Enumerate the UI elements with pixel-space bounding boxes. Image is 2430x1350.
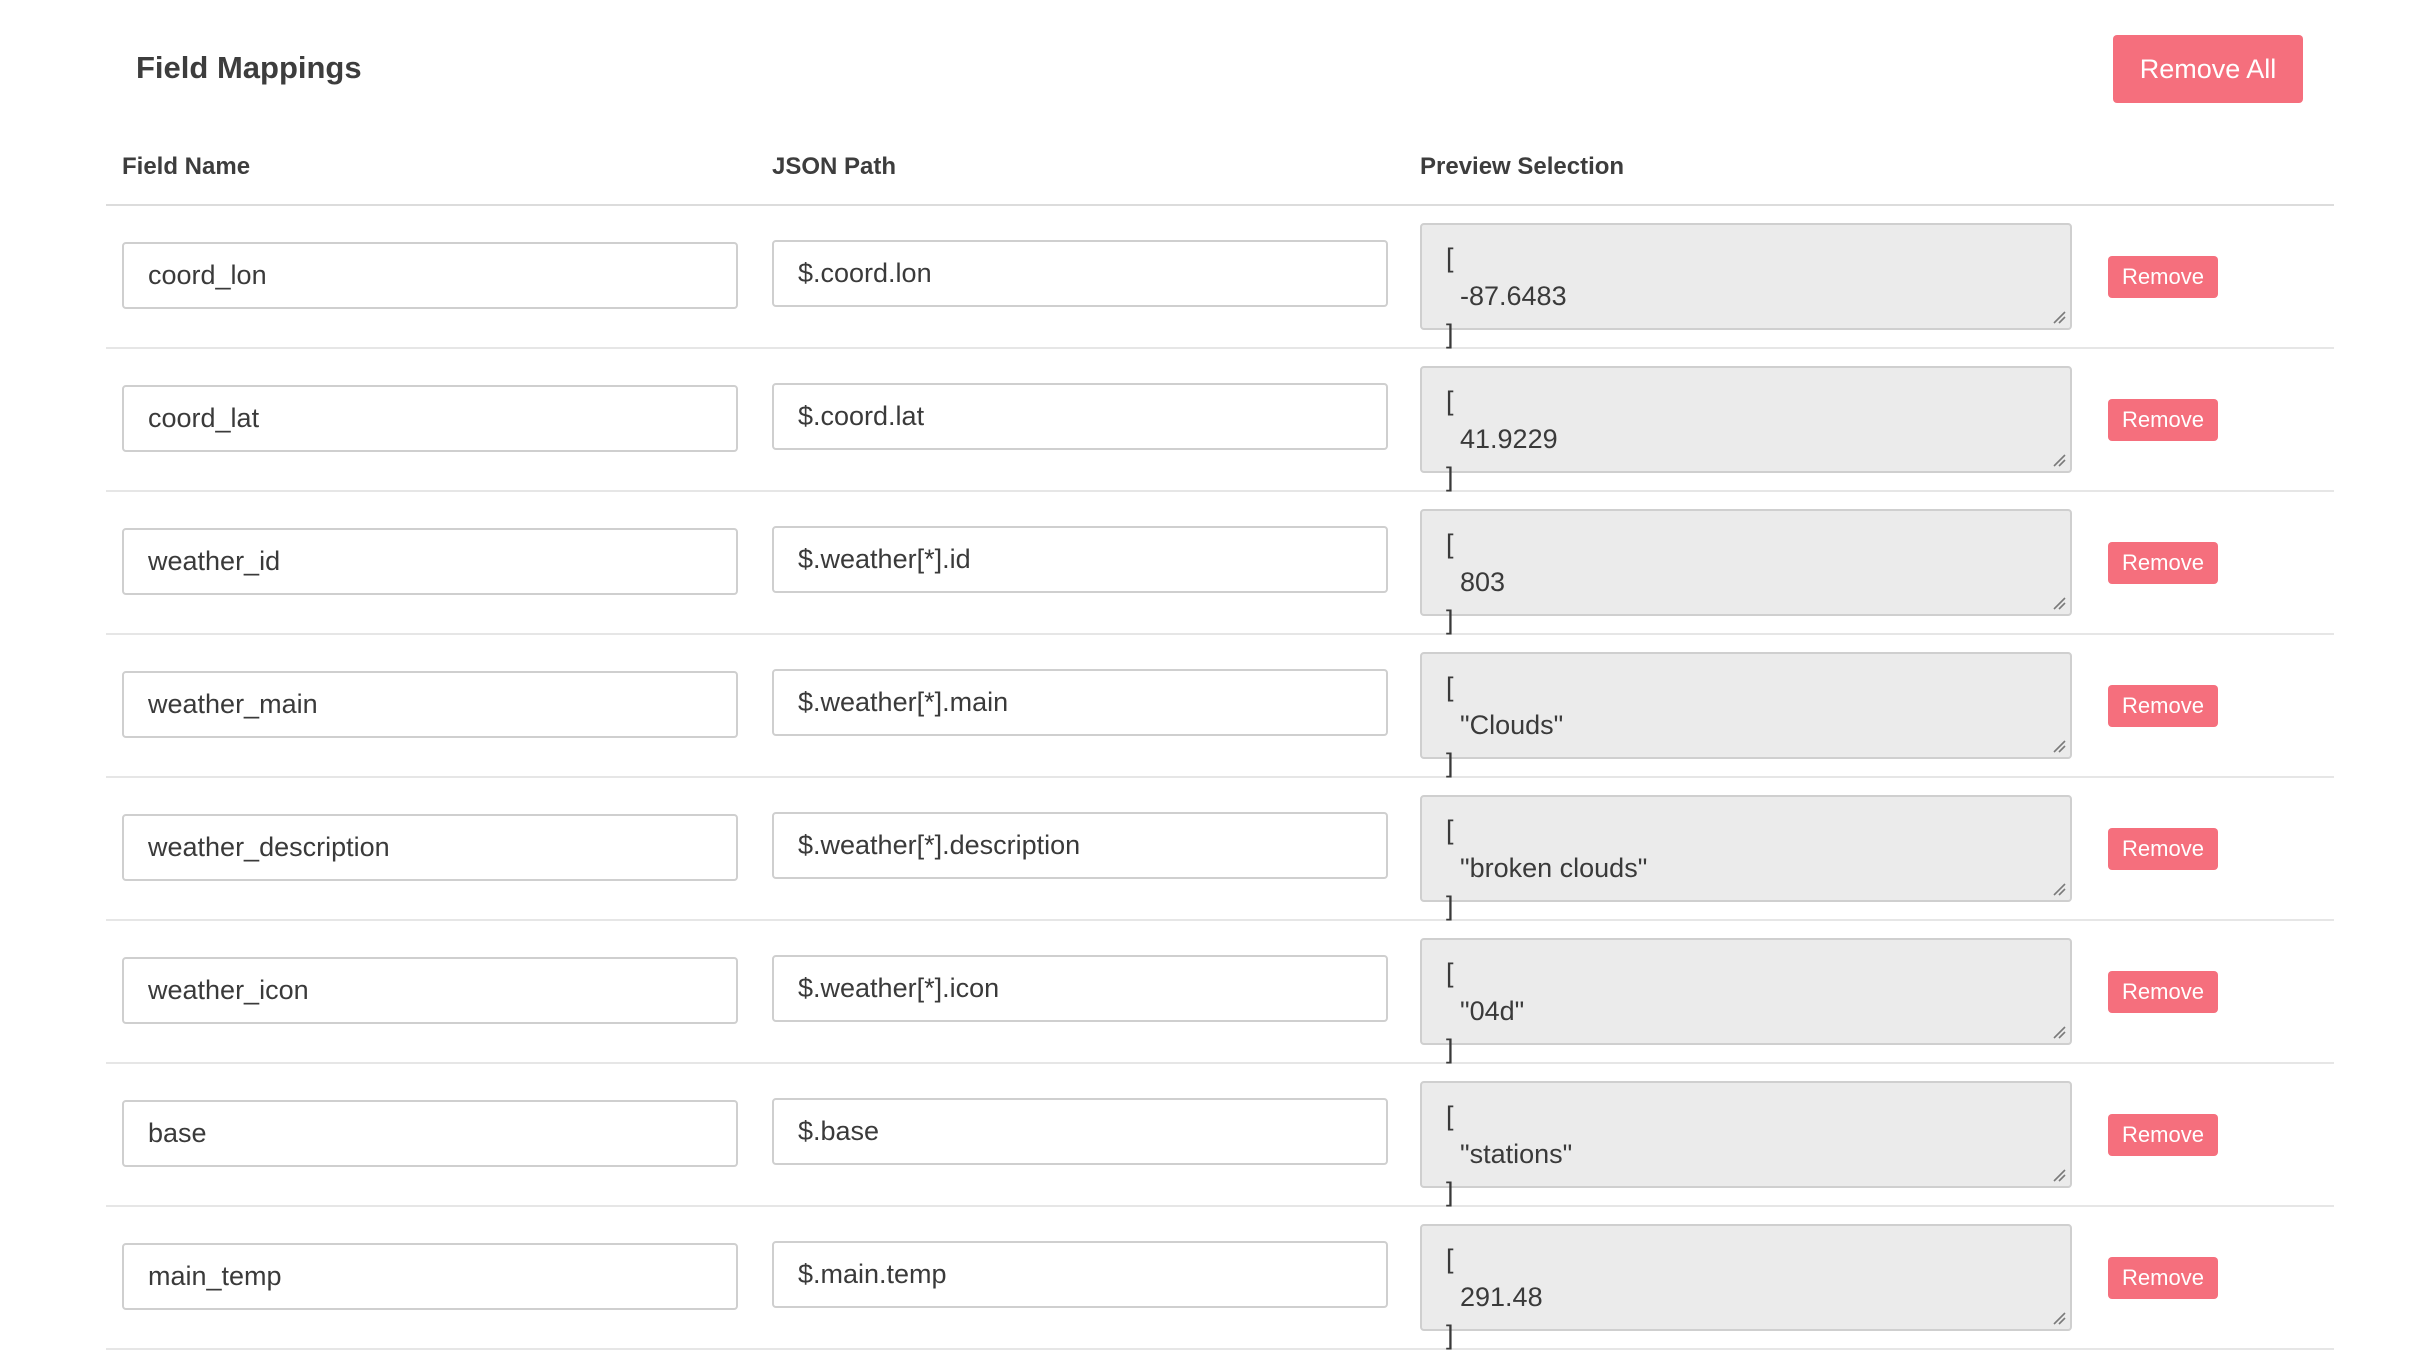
mappings-table [106, 132, 2334, 1350]
preview-selection-textarea[interactable] [1420, 366, 2072, 492]
preview-line: [ [1446, 529, 1454, 559]
resize-handle-icon[interactable] [2052, 882, 2066, 896]
preview-line: [ [1446, 958, 1454, 988]
field-name-input[interactable] [122, 957, 738, 1024]
preview-value: "stations" [1460, 1139, 1573, 1169]
json-path-input[interactable] [772, 526, 1388, 593]
mapping-rows [106, 206, 2334, 1350]
mapping-row [106, 921, 2334, 1064]
mapping-row [106, 778, 2334, 921]
preview-line: ] [1446, 605, 1454, 635]
mapping-row [106, 1064, 2334, 1207]
preview-line: ] [1446, 1034, 1454, 1064]
preview-selection-textarea[interactable] [1420, 1224, 2072, 1350]
field-name-input[interactable] [122, 242, 738, 309]
remove-all-button[interactable]: Remove All [2113, 35, 2303, 103]
remove-button[interactable]: Remove [2108, 828, 2218, 870]
preview-line: [ [1446, 1101, 1454, 1131]
field-name-input[interactable] [122, 385, 738, 452]
preview-value: -87.6483 [1460, 281, 1567, 311]
field-name-input[interactable] [122, 671, 738, 738]
json-path-input[interactable] [772, 240, 1388, 307]
json-path-input[interactable] [772, 1098, 1388, 1165]
field-name-input[interactable] [122, 1100, 738, 1167]
table-header [106, 132, 2334, 206]
preview-line: [ [1446, 243, 1454, 273]
preview-line: [ [1446, 1244, 1454, 1274]
json-path-input[interactable] [772, 383, 1388, 450]
remove-button[interactable]: Remove [2108, 1257, 2218, 1299]
resize-handle-icon[interactable] [2052, 1168, 2066, 1182]
preview-line: [ [1446, 815, 1454, 845]
preview-line: [ [1446, 386, 1454, 416]
preview-value: 803 [1460, 567, 1506, 597]
mapping-row [106, 635, 2334, 778]
resize-handle-icon[interactable] [2052, 310, 2066, 324]
remove-button[interactable]: Remove [2108, 971, 2218, 1013]
preview-value: "04d" [1460, 996, 1525, 1026]
preview-line: ] [1446, 1177, 1454, 1207]
column-header-json-path: JSON Path [772, 153, 897, 180]
preview-line: ] [1446, 462, 1454, 492]
preview-value: "Clouds" [1460, 710, 1564, 740]
remove-button[interactable]: Remove [2108, 1114, 2218, 1156]
preview-line: ] [1446, 319, 1454, 349]
preview-value: "broken clouds" [1460, 853, 1648, 883]
column-header-field-name: Field Name [122, 153, 251, 180]
preview-line: ] [1446, 891, 1454, 921]
json-path-input[interactable] [772, 1241, 1388, 1308]
mapping-row [106, 349, 2334, 492]
preview-line: ] [1446, 1320, 1454, 1350]
preview-line: ] [1446, 748, 1454, 778]
json-path-input[interactable] [772, 669, 1388, 736]
preview-selection-textarea[interactable] [1420, 938, 2072, 1064]
preview-value: 291.48 [1460, 1282, 1543, 1312]
section-title: Field Mappings [136, 50, 362, 85]
resize-handle-icon[interactable] [2052, 1025, 2066, 1039]
mapping-row [106, 1207, 2334, 1350]
remove-button[interactable]: Remove [2108, 256, 2218, 298]
mapping-row [106, 206, 2334, 349]
field-name-input[interactable] [122, 1243, 738, 1310]
json-path-input[interactable] [772, 955, 1388, 1022]
remove-button[interactable]: Remove [2108, 399, 2218, 441]
field-name-input[interactable] [122, 528, 738, 595]
mapping-row [106, 492, 2334, 635]
preview-line: [ [1446, 672, 1454, 702]
preview-selection-textarea[interactable] [1420, 1081, 2072, 1207]
resize-handle-icon[interactable] [2052, 1311, 2066, 1325]
field-name-input[interactable] [122, 814, 738, 881]
column-header-preview-selection: Preview Selection [1420, 153, 1625, 180]
preview-selection-textarea[interactable] [1420, 223, 2072, 349]
resize-handle-icon[interactable] [2052, 739, 2066, 753]
resize-handle-icon[interactable] [2052, 453, 2066, 467]
resize-handle-icon[interactable] [2052, 596, 2066, 610]
preview-selection-textarea[interactable] [1420, 652, 2072, 778]
remove-button[interactable]: Remove [2108, 685, 2218, 727]
preview-value: 41.9229 [1460, 424, 1558, 454]
remove-button[interactable]: Remove [2108, 542, 2218, 584]
preview-selection-textarea[interactable] [1420, 509, 2072, 635]
preview-selection-textarea[interactable] [1420, 795, 2072, 921]
json-path-input[interactable] [772, 812, 1388, 879]
